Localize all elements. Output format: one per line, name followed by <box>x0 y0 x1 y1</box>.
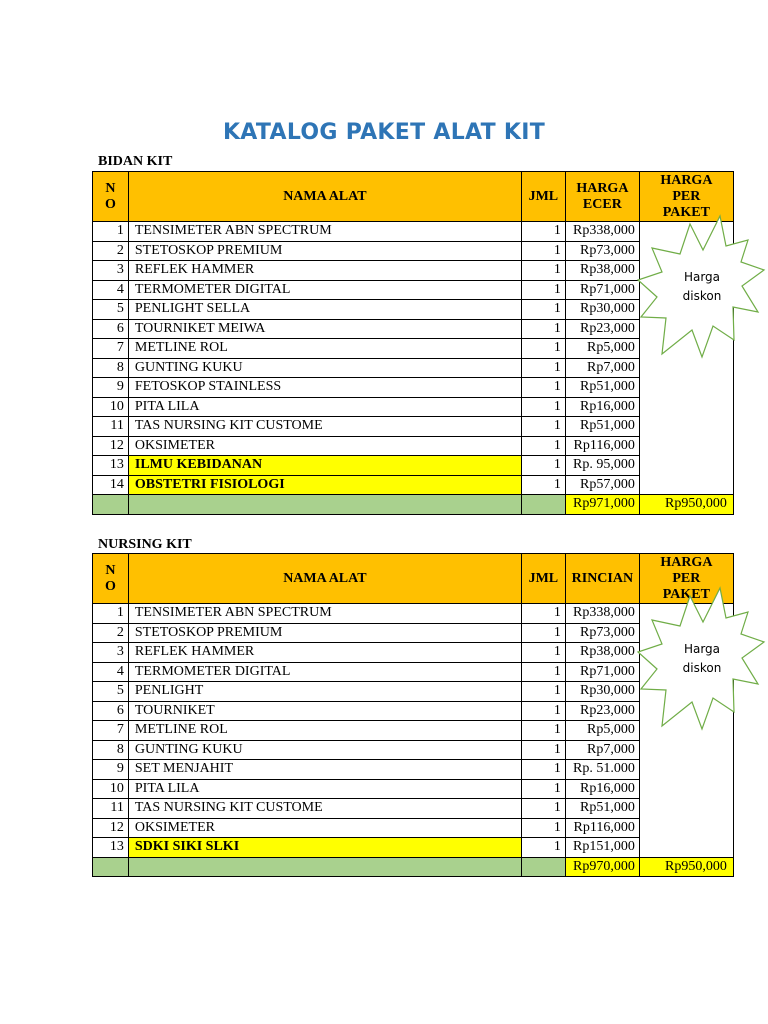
badge-line-2: diskon <box>682 289 722 303</box>
item-qty: 1 <box>521 643 565 663</box>
badge-line-1: Harga <box>683 642 721 656</box>
item-number: 13 <box>93 838 129 858</box>
table-row <box>93 378 734 398</box>
item-qty: 1 <box>521 799 565 819</box>
item-name: METLINE ROL <box>128 339 521 359</box>
item-qty: 1 <box>521 721 565 741</box>
total-blank-name <box>128 495 521 515</box>
item-number: 12 <box>93 818 129 838</box>
total-price: Rp971,000 <box>565 495 639 515</box>
item-price: Rp338,000 <box>565 604 639 624</box>
item-price: Rp30,000 <box>565 300 639 320</box>
item-qty: 1 <box>521 838 565 858</box>
item-name: PITA LILA <box>128 779 521 799</box>
table-row <box>93 417 734 437</box>
item-name: OKSIMETER <box>128 436 521 456</box>
item-number: 6 <box>93 701 129 721</box>
item-price: Rp51,000 <box>565 378 639 398</box>
table-row <box>93 760 734 780</box>
item-qty: 1 <box>521 760 565 780</box>
item-name: TAS NURSING KIT CUSTOME <box>128 799 521 819</box>
item-number: 13 <box>93 456 129 476</box>
item-price: Rp116,000 <box>565 818 639 838</box>
item-number: 7 <box>93 339 129 359</box>
item-name: GUNTING KUKU <box>128 358 521 378</box>
table-row <box>93 436 734 456</box>
item-price: Rp5,000 <box>565 339 639 359</box>
item-name: METLINE ROL <box>128 721 521 741</box>
table-row <box>93 799 734 819</box>
total-blank-qty <box>521 495 565 515</box>
item-qty: 1 <box>521 623 565 643</box>
total-blank-qty <box>521 857 565 877</box>
item-number: 3 <box>93 643 129 663</box>
item-number: 1 <box>93 604 129 624</box>
item-number: 5 <box>93 300 129 320</box>
section-label-nursing: NURSING KIT <box>98 537 192 552</box>
item-name: TERMOMETER DIGITAL <box>128 280 521 300</box>
item-name: TOURNIKET <box>128 701 521 721</box>
item-qty: 1 <box>521 779 565 799</box>
item-number: 7 <box>93 721 129 741</box>
item-price: Rp23,000 <box>565 319 639 339</box>
item-number: 10 <box>93 397 129 417</box>
item-price: Rp23,000 <box>565 701 639 721</box>
total-blank-name <box>128 857 521 877</box>
item-qty: 1 <box>521 701 565 721</box>
item-number: 4 <box>93 662 129 682</box>
item-name: TERMOMETER DIGITAL <box>128 662 521 682</box>
item-number: 1 <box>93 222 129 242</box>
item-qty: 1 <box>521 261 565 281</box>
item-price: Rp57,000 <box>565 475 639 495</box>
item-price: Rp73,000 <box>565 241 639 261</box>
item-qty: 1 <box>521 475 565 495</box>
total-row <box>93 857 734 877</box>
item-name: OKSIMETER <box>128 818 521 838</box>
item-qty: 1 <box>521 241 565 261</box>
item-number: 11 <box>93 417 129 437</box>
item-name: OBSTETRI FISIOLOGI <box>128 475 521 495</box>
item-price: Rp30,000 <box>565 682 639 702</box>
table-row <box>93 740 734 760</box>
discount-starburst-nursing <box>636 586 768 732</box>
item-qty: 1 <box>521 682 565 702</box>
item-price: Rp51,000 <box>565 799 639 819</box>
table-row <box>93 397 734 417</box>
item-name: FETOSKOP STAINLESS <box>128 378 521 398</box>
page-title: KATALOG PAKET ALAT KIT <box>222 120 546 145</box>
item-price: Rp51,000 <box>565 417 639 437</box>
total-blank-no <box>93 495 129 515</box>
table-row <box>93 818 734 838</box>
header-price: RINCIAN <box>565 554 639 604</box>
item-name: TENSIMETER ABN SPECTRUM <box>128 222 521 242</box>
item-qty: 1 <box>521 662 565 682</box>
header-price: HARGA ECER <box>565 172 639 222</box>
item-qty: 1 <box>521 818 565 838</box>
item-qty: 1 <box>521 604 565 624</box>
item-name: STETOSKOP PREMIUM <box>128 241 521 261</box>
item-name: REFLEK HAMMER <box>128 643 521 663</box>
item-price: Rp151,000 <box>565 838 639 858</box>
item-name: PENLIGHT <box>128 682 521 702</box>
total-row <box>93 495 734 515</box>
item-name: STETOSKOP PREMIUM <box>128 623 521 643</box>
item-number: 10 <box>93 779 129 799</box>
item-price: Rp16,000 <box>565 397 639 417</box>
package-price: Rp950,000 <box>639 857 733 877</box>
item-price: Rp7,000 <box>565 358 639 378</box>
item-number: 8 <box>93 358 129 378</box>
item-number: 9 <box>93 378 129 398</box>
item-qty: 1 <box>521 417 565 437</box>
item-name: TAS NURSING KIT CUSTOME <box>128 417 521 437</box>
item-number: 8 <box>93 740 129 760</box>
item-number: 9 <box>93 760 129 780</box>
item-price: Rp5,000 <box>565 721 639 741</box>
item-price: Rp38,000 <box>565 643 639 663</box>
table-row <box>93 838 734 858</box>
item-qty: 1 <box>521 300 565 320</box>
item-name: SDKI SIKI SLKI <box>128 838 521 858</box>
item-qty: 1 <box>521 280 565 300</box>
item-name: TOURNIKET MEIWA <box>128 319 521 339</box>
badge-line-2: diskon <box>682 661 722 675</box>
item-number: 12 <box>93 436 129 456</box>
item-qty: 1 <box>521 319 565 339</box>
item-qty: 1 <box>521 436 565 456</box>
item-price: Rp. 95,000 <box>565 456 639 476</box>
item-number: 3 <box>93 261 129 281</box>
discount-starburst-bidan <box>636 214 768 360</box>
item-qty: 1 <box>521 358 565 378</box>
header-no: N O <box>93 172 129 222</box>
item-price: Rp71,000 <box>565 662 639 682</box>
item-price: Rp16,000 <box>565 779 639 799</box>
table-row <box>93 779 734 799</box>
item-qty: 1 <box>521 456 565 476</box>
header-name: NAMA ALAT <box>128 172 521 222</box>
item-name: REFLEK HAMMER <box>128 261 521 281</box>
item-number: 5 <box>93 682 129 702</box>
header-package: HARGA PER PAKET <box>639 554 733 604</box>
badge-line-1: Harga <box>683 270 721 284</box>
table-row <box>93 456 734 476</box>
header-qty: JML <box>521 554 565 604</box>
item-qty: 1 <box>521 740 565 760</box>
item-qty: 1 <box>521 378 565 398</box>
item-price: Rp38,000 <box>565 261 639 281</box>
item-qty: 1 <box>521 222 565 242</box>
table-row <box>93 358 734 378</box>
total-blank-no <box>93 857 129 877</box>
item-price: Rp7,000 <box>565 740 639 760</box>
item-price: Rp. 51.000 <box>565 760 639 780</box>
table-row <box>93 475 734 495</box>
item-price: Rp71,000 <box>565 280 639 300</box>
total-price: Rp970,000 <box>565 857 639 877</box>
header-name: NAMA ALAT <box>128 554 521 604</box>
item-name: ILMU KEBIDANAN <box>128 456 521 476</box>
item-qty: 1 <box>521 339 565 359</box>
header-qty: JML <box>521 172 565 222</box>
item-price: Rp73,000 <box>565 623 639 643</box>
item-number: 11 <box>93 799 129 819</box>
item-price: Rp338,000 <box>565 222 639 242</box>
item-price: Rp116,000 <box>565 436 639 456</box>
item-qty: 1 <box>521 397 565 417</box>
item-name: PENLIGHT SELLA <box>128 300 521 320</box>
package-price: Rp950,000 <box>639 495 733 515</box>
header-package: HARGA PER PAKET <box>639 172 733 222</box>
item-number: 14 <box>93 475 129 495</box>
item-name: TENSIMETER ABN SPECTRUM <box>128 604 521 624</box>
item-name: GUNTING KUKU <box>128 740 521 760</box>
item-name: SET MENJAHIT <box>128 760 521 780</box>
header-no: N O <box>93 554 129 604</box>
item-number: 4 <box>93 280 129 300</box>
section-label-bidan: BIDAN KIT <box>98 154 173 169</box>
item-number: 6 <box>93 319 129 339</box>
item-number: 2 <box>93 623 129 643</box>
item-number: 2 <box>93 241 129 261</box>
item-name: PITA LILA <box>128 397 521 417</box>
